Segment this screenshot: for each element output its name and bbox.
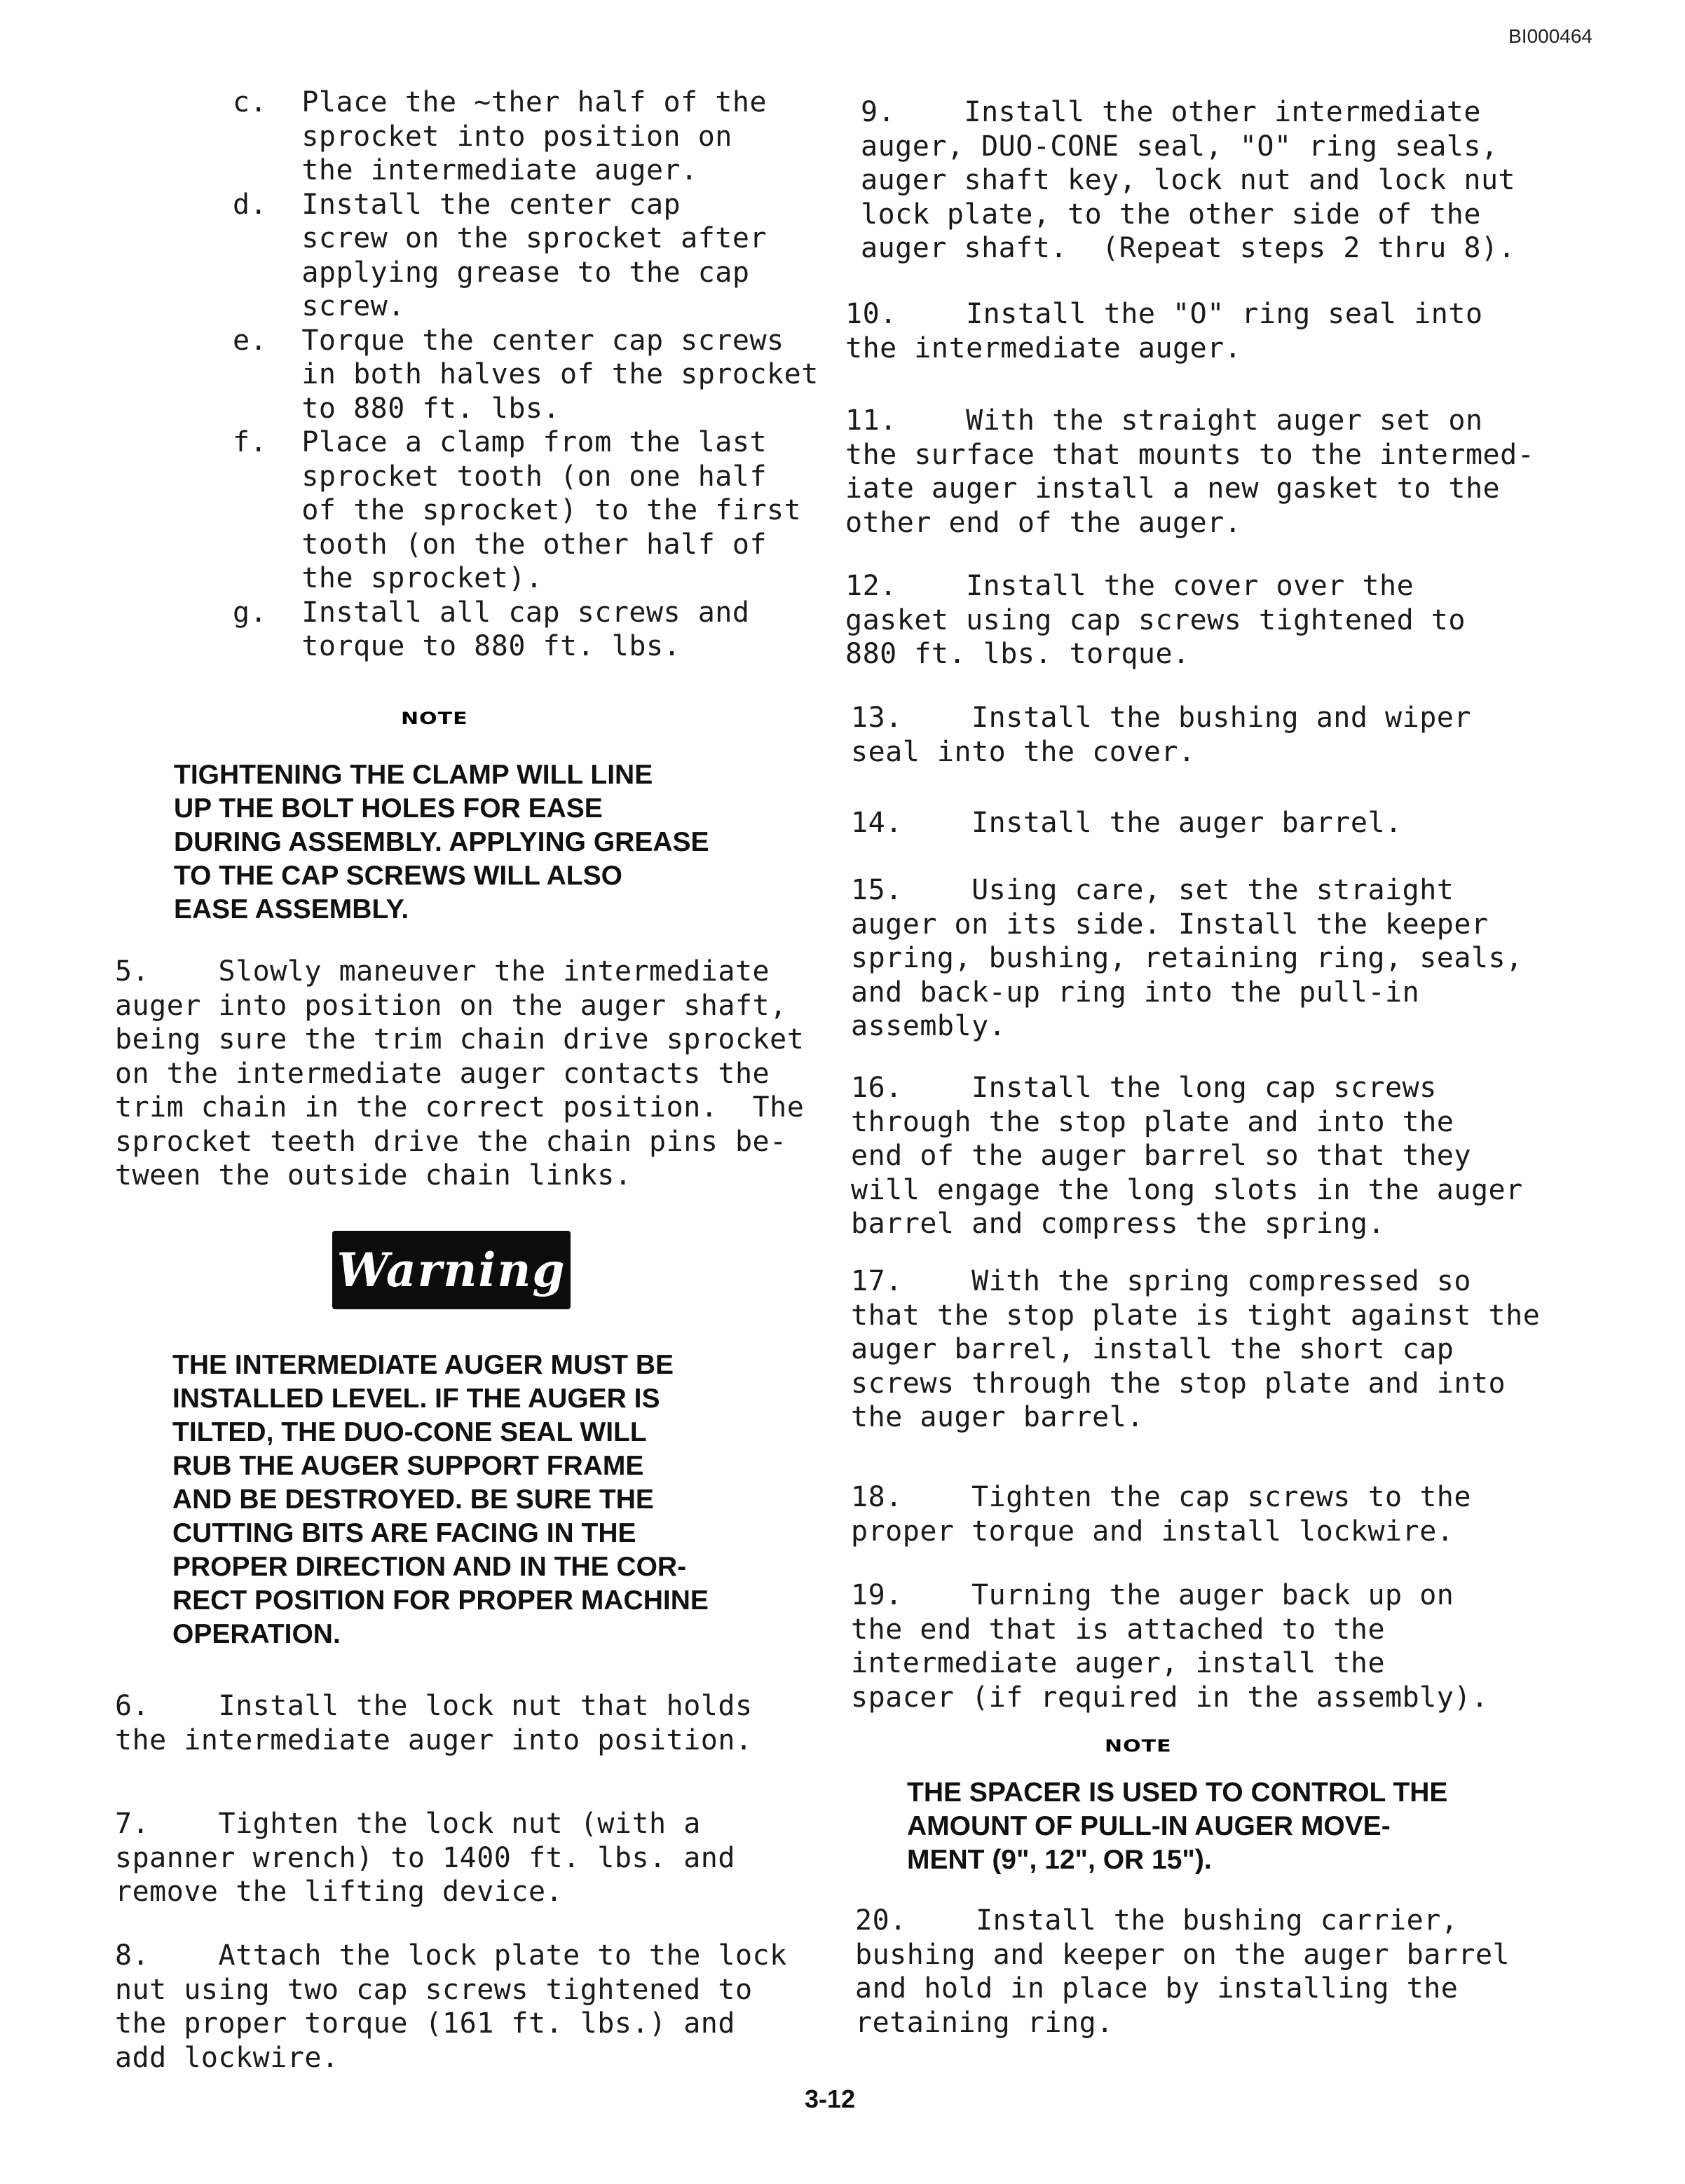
step-10: 10. Install the "O" ring seal into the intermediate auger. (845, 298, 1483, 364)
step-13: 13. Install the bushing and wiper seal into the cover. (851, 702, 1471, 768)
document-id: BI000464 (1508, 25, 1592, 47)
step-9: 9. Install the other intermediate auger, DUO-CONE seal, "O" ring seals, auger shaft key, lock nut and lock nut lock plate, to the other side of the auger shaft. (Repeat steps 2 thru 8). (861, 96, 1516, 264)
note-heading-spacer: NOTE (1105, 1736, 1172, 1756)
page-number: 3-12 (805, 2084, 856, 2113)
step-7: 7. Tighten the lock nut (with a spanner wrench) to 1400 ft. lbs. and remove the lifting device. (115, 1808, 735, 1908)
step-8: 8. Attach the lock plate to the lock nut using two cap screws tightened to the proper torque (161 ft. lbs.) and add lockwire. (115, 1939, 787, 2074)
step-12: 12. Install the cover over the gasket using cap screws tightened to 880 ft. lbs. torque. (845, 570, 1466, 670)
warning-body: THE INTERMEDIATE AUGER MUST BE INSTALLED LEVEL. IF THE AUGER IS TILTED, THE DUO-CONE SEAL WILL RUB THE AUGER SUPPORT FRAME AND BE DESTROYED. BE SURE THE CUTTING BITS ARE FACING IN THE PROPER DIRECTION AND IN THE COR- RECT POSITION FOR PROPER MACHINE OPERATION. (172, 1350, 709, 1649)
step-15: 15. Using care, set the straight auger on its side. Install the keeper spring, bushing, retaining ring, seals, and back-up ring into the pull-in assembly. (851, 874, 1523, 1042)
warning-badge (332, 1231, 571, 1309)
step-6: 6. Install the lock nut that holds the intermediate auger into position. (115, 1690, 753, 1756)
step-18: 18. Tighten the cap screws to the proper torque and install lockwire. (851, 1481, 1471, 1548)
warning-label: Warning (336, 1243, 566, 1297)
step-14: 14. Install the auger barrel. (851, 807, 1403, 839)
step-5: 5. Slowly maneuver the intermediate auger into position on the auger shaft, being sure the trim chain drive sprocket on the intermediate auger contacts the trim chain in the correct position. The sprocket teeth drive the chain pins be- tween the outside chain links. (115, 955, 805, 1192)
step-20: 20. Install the bushing carrier, bushing and keeper on the auger barrel and hold in place by installing the retaining ring. (855, 1904, 1510, 2039)
step-16: 16. Install the long cap screws through the stop plate and into the end of the auger barrel so that they will engage the long slots in the auger barrel and compress the spring. (851, 1072, 1523, 1240)
step-19: 19. Turning the auger back up on the end that is attached to the intermediate auger, install the spacer (if required in the assembly). (851, 1579, 1489, 1714)
note-body-spacer: THE SPACER IS USED TO CONTROL THE AMOUNT OF PULL-IN AUGER MOVE- MENT (9", 12", OR 15"). (907, 1777, 1448, 1875)
note-heading: NOTE (401, 709, 468, 729)
substeps-c-to-g: c. Place the ~ther half of the sprocket into position on the intermediate auger. d. Install the center cap screw on the sprocket after applying grease to the cap screw. e. Torque the center cap screws in both halves of the sprocket to 880 ft. lbs. f. Place a clamp from the last sprocket tooth (on one half of the sprocket) to the first tooth (on the other half of the sprocket). g. Install all cap screws and torque to 880 ft. lbs. (233, 86, 819, 662)
note-body: TIGHTENING THE CLAMP WILL LINE UP THE BOLT HOLES FOR EASE DURING ASSEMBLY. APPLYING GREASE TO THE CAP SCREWS WILL ALSO EASE ASSEMBLY. (174, 760, 709, 924)
step-11: 11. With the straight auger set on the surface that mounts to the intermed- iate auger install a new gasket to the other end of the auger. (845, 404, 1535, 539)
step-17: 17. With the spring compressed so that the stop plate is tight against the auger barrel, install the short cap screws through the stop plate and into the auger barrel. (851, 1265, 1541, 1433)
